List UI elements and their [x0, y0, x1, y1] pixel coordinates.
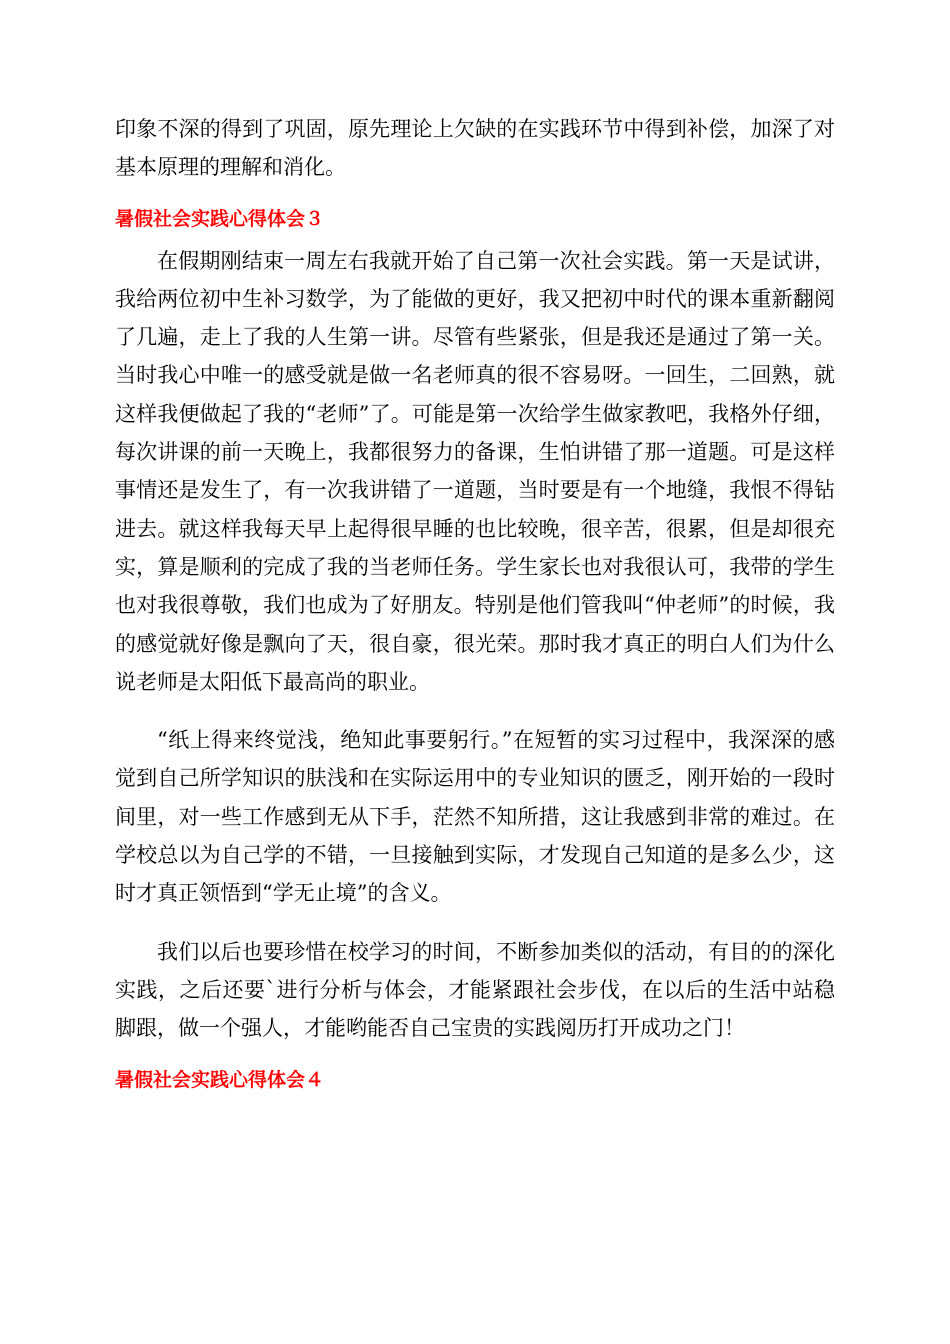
- section-3-paragraph-3: 我们以后也要珍惜在校学习的时间，不断参加类似的活动，有目的的深化实践，之后还要`进行分析与体会，才能紧跟社会步伐，在以后的生活中站稳脚跟，做一个强人，才能哟能否自己宝贵的实践阅历打开成功之门！: [115, 939, 835, 1041]
- document-page: [115, 110, 835, 1099]
- intro-tail-paragraph: 印象不深的得到了巩固，原先理论上欠缺的在实践环节中得到补偿，加深了对基本原理的理解和消化。: [115, 117, 835, 180]
- section-4-heading: 暑假社会实践心得体会４: [115, 1068, 325, 1091]
- section-3-paragraph-2: “纸上得来终觉浅，绝知此事要躬行。”在短暂的实习过程中，我深深的感觉到自己所学知识的肤浅和在实际运用中的专业知识的匮乏，刚开始的一段时间里，对一些工作感到无从下手，茫然不知所措，这让我感到非常的难过。在学校总以为自己学的不错，一旦接触到实际，才发现自己知道的是多么少，这时才真正领悟到“学无止境”的含义。: [115, 728, 835, 906]
- section-3-paragraph-1: 在假期刚结束一周左右我就开始了自己第一次社会实践。第一天是试讲，我给两位初中生补习数学，为了能做的更好，我又把初中时代的课本重新翻阅了几遍，走上了我的人生第一讲。尽管有些紧张，但是我还是通过了第一关。当时我心中唯一的感受就是做一名老师真的很不容易呀。一回生，二回熟，就这样我便做起了我的“老师”了。可能是第一次给学生做家教吧，我格外仔细，每次讲课的前一天晚上，我都很努力的备课，生怕讲错了那一道题。可是这样事情还是发生了，有一次我讲错了一道题，当时要是有一个地缝，我恨不得钻进去。就这样我每天早上起得很早睡的也比较晚，很辛苦，很累，但是却很充实，算是顺利的完成了我的当老师任务。学生家长也对我很认可，我带的学生也对我很尊敬，我们也成为了好朋友。特别是他们管我叫“仲老师”的时候，我的感觉就好像是飘向了天，很自豪，很光荣。那时我才真正的明白人们为什么说老师是太阳低下最高尚的职业。: [115, 248, 835, 694]
- section-3-heading: 暑假社会实践心得体会３: [115, 207, 325, 230]
